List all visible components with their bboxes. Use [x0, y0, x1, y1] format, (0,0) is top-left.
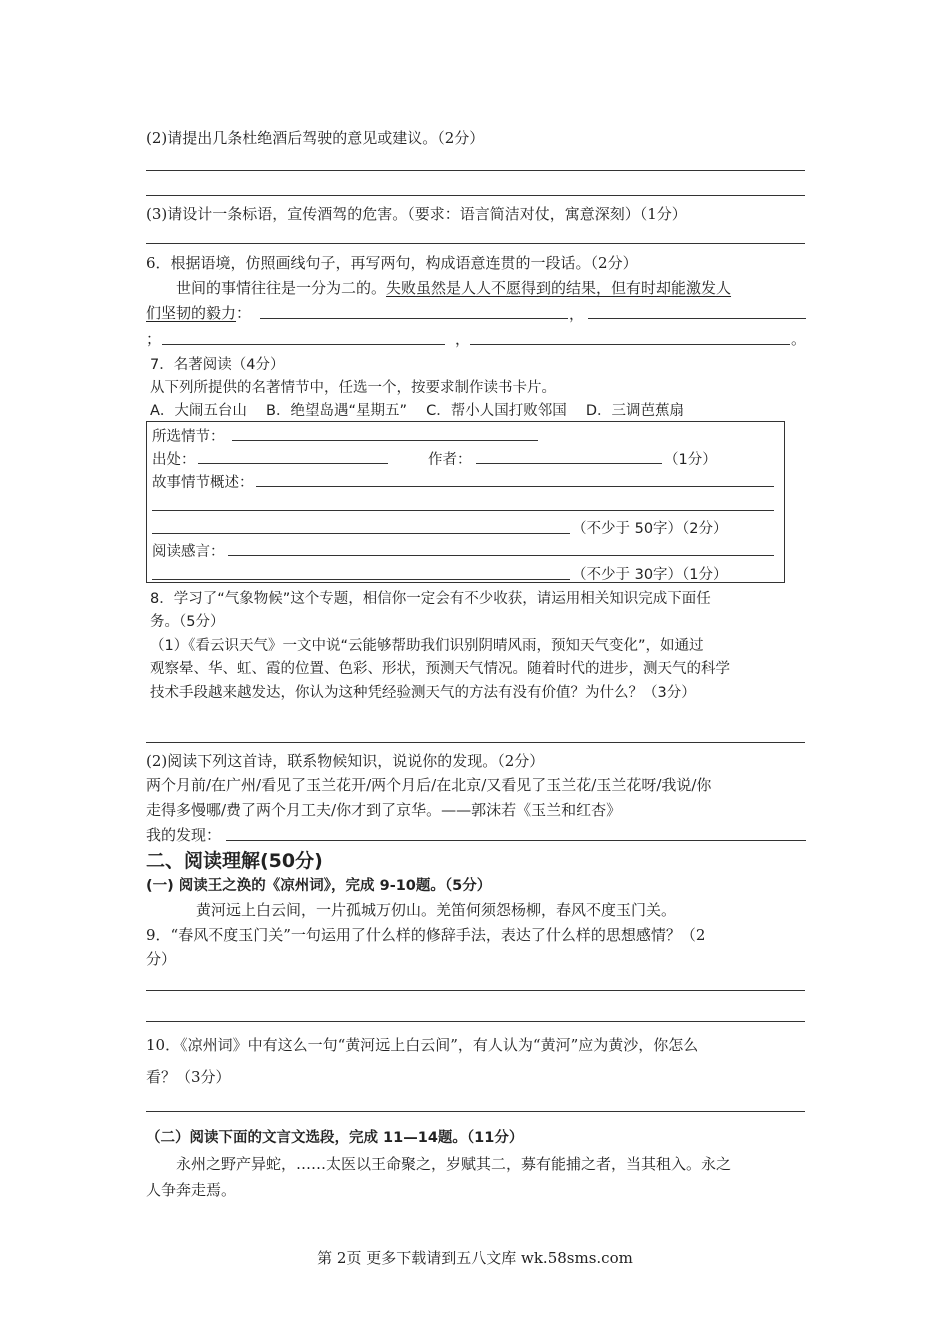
- card-feeling-label: 阅读感言：: [152, 544, 225, 560]
- card-summary-label: 故事情节概述：: [152, 475, 254, 491]
- part1-title: (一) 阅读王之涣的《凉州词》，完成 9-10题。（5分）: [146, 878, 492, 894]
- answer-line[interactable]: [146, 195, 805, 196]
- page-footer: 第 2页 更多下载请到五八文库 wk.58sms.com: [317, 1249, 633, 1267]
- answer-line[interactable]: [146, 990, 805, 991]
- q9-line2: 分）: [146, 950, 177, 968]
- q6-answer-blank-1[interactable]: [260, 318, 568, 319]
- q8-line1: 8．学习了“气象物候”这个专题，相信你一定会有不少收获，请运用相关知识完成下面任: [150, 591, 711, 607]
- card-author-blank[interactable]: [476, 463, 662, 464]
- q8-poem-line1: 两个月前/在广州/看见了玉兰花开/两个月后/在北京/又看见了玉兰花/玉兰花呀/我说/你: [146, 776, 712, 794]
- answer-line[interactable]: [146, 1111, 805, 1112]
- q9-line1: 9．“春风不度玉门关”一句运用了什么样的修辞手法，表达了什么样的思想感情？（2: [146, 926, 706, 944]
- q10-line1: 10．《凉州词》中有这么一句“黄河远上白云间”，有人认为“黄河”应为黄沙，你怎么: [146, 1036, 699, 1054]
- q6-underlined-sentence: 失败虽然是人人不愿得到的结果，但有时却能激发人: [386, 279, 732, 297]
- card-feeling-blank[interactable]: [152, 579, 570, 580]
- card-source-label: 出处：: [152, 452, 196, 468]
- card-plot-blank[interactable]: [232, 440, 538, 441]
- part2-title: （二）阅读下面的文言文选段，完成 11—14题。（11分）: [146, 1130, 524, 1146]
- q8-poem-line2: 走得多慢哪/费了两个月工夫/你才到了京华。——郭沫若《玉兰和红杏》: [146, 801, 622, 819]
- poem-liangzhouci: 黄河远上白云间，一片孤城万仞山。羌笛何须怨杨柳，春风不度玉门关。: [196, 901, 677, 919]
- card-feeling-blank[interactable]: [228, 555, 774, 556]
- reading-card: [146, 421, 785, 583]
- passage-line1: 永州之野产异蛇，……太医以王命聚之，岁赋其二，募有能捕之者，当其租入。永之: [176, 1155, 732, 1173]
- q6-text-a: 世间的事情往往是一分为二的。: [176, 279, 387, 297]
- q6-answer-blank-4[interactable]: [470, 344, 790, 345]
- card-plot-label: 所选情节：: [152, 429, 225, 445]
- q8-finding-blank[interactable]: [226, 840, 806, 841]
- card-summary-blank[interactable]: [152, 510, 774, 511]
- q8-part1-line3: 技术手段越来越发达，你认为这种凭经验测天气的方法有没有价值？为什么？（3分）: [150, 685, 696, 701]
- q6-comma: ，: [569, 305, 585, 323]
- q10-line2: 看？（3分）: [146, 1068, 231, 1086]
- q6-answer-blank-2[interactable]: [588, 318, 806, 319]
- q7-title: 7．名著阅读（4分）: [150, 357, 285, 373]
- q6-text-line1: [176, 277, 731, 298]
- answer-line[interactable]: [146, 170, 805, 171]
- card-summary-blank[interactable]: [152, 533, 570, 534]
- q6-colon: ：: [236, 304, 252, 322]
- q6-text-line2: [146, 302, 251, 323]
- answer-line[interactable]: [146, 742, 805, 743]
- q5-part3: (3)请设计一条标语，宣传酒驾的危害。（要求：语言简洁对仗，寓意深刻）（1分）: [146, 205, 687, 223]
- section-title: 二、阅读理解(50分): [146, 850, 323, 872]
- card-source-blank[interactable]: [198, 463, 388, 464]
- q8-part2: (2)阅读下列这首诗，联系物候知识，说说你的发现。（2分）: [146, 752, 545, 770]
- answer-line[interactable]: [146, 243, 805, 244]
- card-summary-blank[interactable]: [256, 486, 774, 487]
- card-score-1: （1分）: [664, 452, 717, 468]
- q6-answer-blank-3[interactable]: [162, 344, 445, 345]
- q8-finding-label: 我的发现：: [146, 826, 222, 844]
- q8-part1-line2: 观察晕、华、虹、霞的位置、色彩、形状，预测天气情况。随着时代的进步，测天气的科学: [150, 661, 730, 677]
- q7-instruction: 从下列所提供的名著情节中，任选一个，按要求制作读书卡片。: [150, 380, 556, 396]
- q6-prompt: 6．根据语境，仿照画线句子，再写两句，构成语意连贯的一段话。（2分）: [146, 254, 638, 272]
- card-feeling-note: （不少于 30字）（1分）: [572, 567, 728, 583]
- q6-underlined-sentence-end: 们坚韧的毅力: [146, 304, 237, 322]
- card-summary-note: （不少于 50字）（2分）: [572, 521, 728, 537]
- q6-comma: ，: [455, 330, 471, 348]
- passage-line2: 人争奔走焉。: [146, 1181, 237, 1199]
- card-author-label: 作者：: [428, 452, 472, 468]
- answer-line[interactable]: [146, 1021, 805, 1022]
- q6-period: 。: [791, 330, 807, 348]
- q7-options: A．大闹五台山 B．绝望岛遇“星期五” C．帮小人国打败邻国 D．三调芭蕉扇: [150, 403, 685, 419]
- q6-semicolon: ；: [146, 330, 162, 348]
- q8-part1-line1: （1）《看云识天气》一文中说“云能够帮助我们识别阴晴风雨，预知天气变化”，如通过: [150, 638, 704, 654]
- q5-part2: (2)请提出几条杜绝酒后驾驶的意见或建议。（2分）: [146, 129, 485, 147]
- q8-line2: 务。（5分）: [150, 614, 225, 630]
